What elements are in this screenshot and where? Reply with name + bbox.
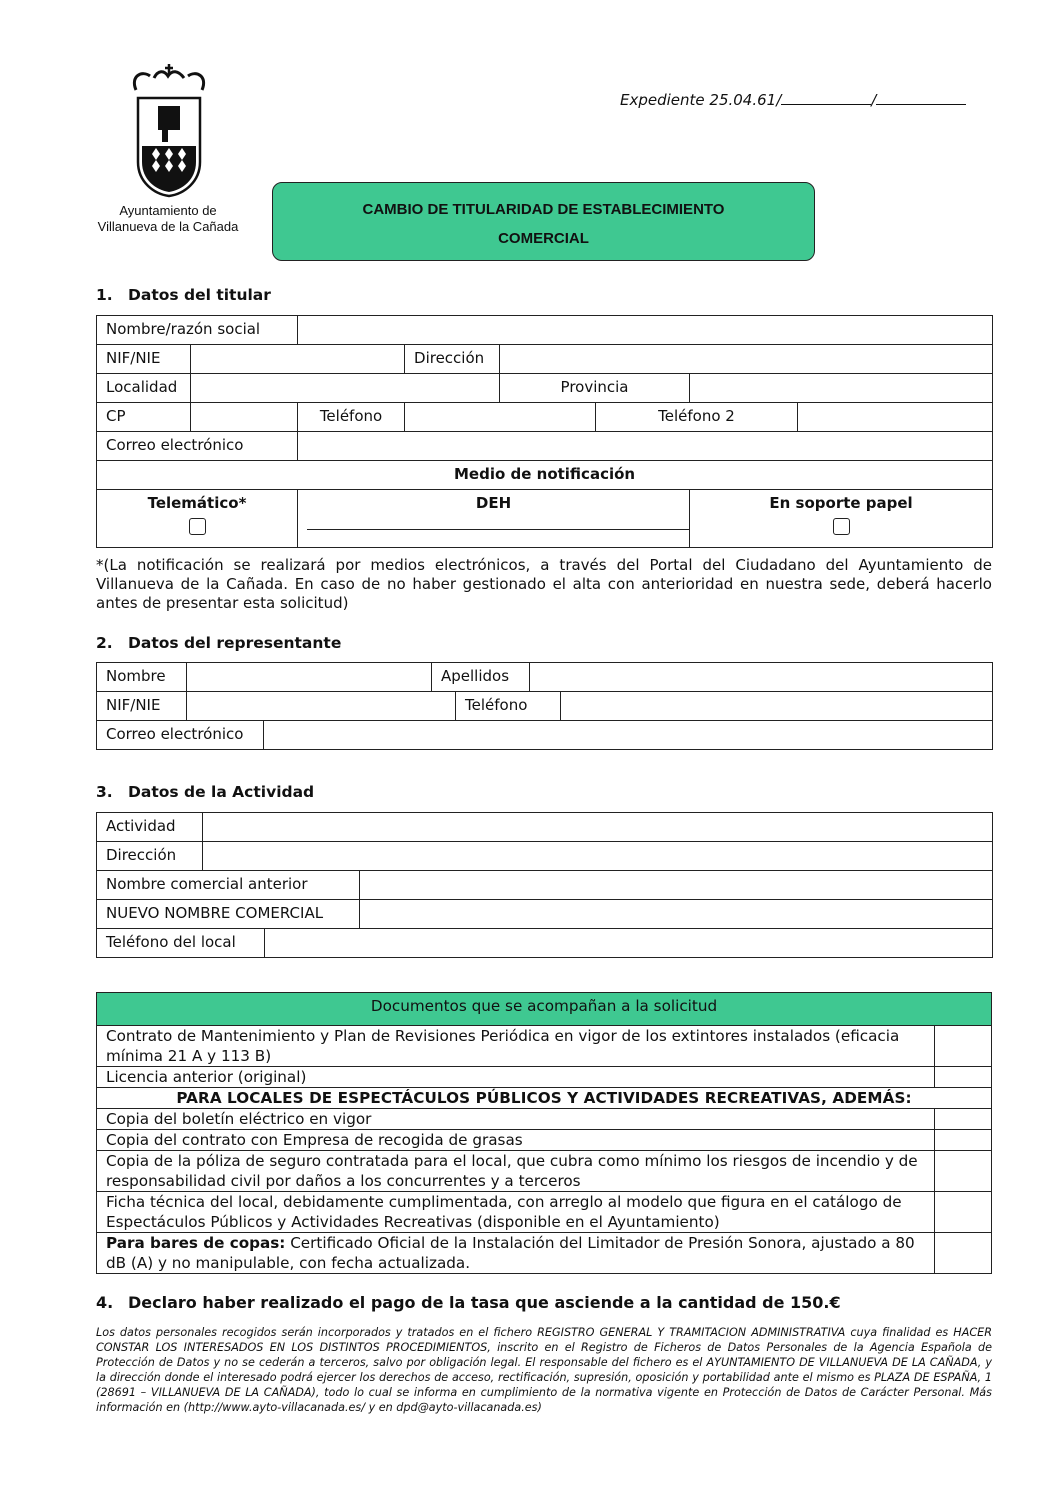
documents-subheader: PARA LOCALES DE ESPECTÁCULOS PÚBLICOS Y ACTIVIDADES RECREATIVAS, ADEMÁS: [97, 1088, 992, 1109]
doc-check-grasas[interactable] [935, 1130, 992, 1151]
option-papel-label: En soporte papel [769, 494, 913, 512]
municipal-crest-logo [128, 62, 210, 202]
section-2-number: 2. [96, 634, 113, 652]
input-act-direccion[interactable] [203, 842, 993, 871]
label-nombre-anterior: Nombre comercial anterior [97, 871, 360, 900]
doc-row-extintores: Contrato de Mantenimiento y Plan de Revisiones Periódica en vigor de los extintores instalados (eficacia mínima 21 A y 113 B) [97, 1026, 935, 1067]
file-number [620, 91, 966, 109]
label-localidad: Localidad [97, 374, 191, 403]
doc-check-poliza[interactable] [935, 1151, 992, 1192]
label-actividad: Actividad [97, 813, 203, 842]
notification-note: *(La notificación se realizará por medios electrónicos, a través del Portal del Ciudadano del Ayuntamiento de Villanueva de la Cañada. En caso de no haber gestionado el alta con anterioridad en nuestra sede, deberá hacerlo antes de presentar esta solicitud) [96, 556, 992, 612]
label-rep-apellidos: Apellidos [432, 663, 530, 692]
representante-table [96, 662, 993, 750]
doc-row-licencia: Licencia anterior (original) [97, 1067, 935, 1088]
option-telematico-label: Telemático* [147, 494, 247, 512]
file-number-field-1[interactable] [781, 92, 871, 105]
label-provincia: Provincia [500, 374, 690, 403]
input-cp[interactable] [191, 403, 298, 432]
documents-table [96, 992, 992, 1274]
input-direccion[interactable] [500, 345, 993, 374]
label-nombre-razon-social: Nombre/razón social [97, 316, 298, 345]
section-1-heading [96, 286, 271, 304]
section-3-number: 3. [96, 783, 113, 801]
doc-row-limitador [97, 1233, 935, 1274]
doc-check-ficha-tecnica[interactable] [935, 1192, 992, 1233]
doc-row-boletin: Copia del boletín eléctrico en vigor [97, 1109, 935, 1130]
doc-row-limitador-bold: Para bares de copas: [106, 1234, 286, 1252]
doc-check-extintores[interactable] [935, 1026, 992, 1067]
input-actividad[interactable] [203, 813, 993, 842]
form-title-line1: CAMBIO DE TITULARIDAD DE ESTABLECIMIENTO [362, 201, 725, 218]
actividad-table [96, 812, 993, 958]
section-1-title: Datos del titular [128, 286, 271, 304]
telematico-checkbox[interactable] [189, 518, 206, 535]
papel-checkbox[interactable] [833, 518, 850, 535]
label-cp: CP [97, 403, 191, 432]
form-title-line2: COMERCIAL [498, 230, 589, 247]
doc-check-licencia[interactable] [935, 1067, 992, 1088]
label-rep-telefono: Teléfono [456, 692, 561, 721]
medio-notificacion-header: Medio de notificación [97, 461, 993, 490]
file-number-label: Expediente 25.04.61/ [620, 91, 782, 109]
section-2-title: Datos del representante [128, 634, 342, 652]
section-4-heading [96, 1293, 841, 1312]
label-rep-nombre: Nombre [97, 663, 187, 692]
data-protection-notice: Los datos personales recogidos serán incorporados y tratados en el fichero REGISTRO GENERAL Y TRAMITACION ADMINISTRATIVA cuya finalidad es HACER CONSTAR LOS INTERESADOS EN LOS DISTINTOS PROCEDIMIENTOS, inscrito en el Registro de Ficheros de Datos Personales de la Agencia Española de Protección de Datos y no se cederán a terceros, salvo por obligación legal. El responsable del fichero es el AYUNTAMIENTO DE VILLANUEVA DE LA CAÑADA, y la dirección donde el interesado podrá ejercer los derechos de acceso, rectificación, supresión, oposición y portabilidad ante el mismo es PLAZA DE ESPAÑA, 1 (28691 – VILLANUEVA DE LA CAÑADA), todo lo cual se informa en cumplimiento de la normativa vigente en Protección de Datos de Carácter Personal. Más información en (http://www.ayto-villacanada.es/ y en dpd@ayto-villacanada.es) [96, 1326, 992, 1414]
file-number-separator: / [871, 91, 877, 109]
label-act-direccion: Dirección [97, 842, 203, 871]
section-3-heading [96, 783, 314, 801]
input-nombre-razon-social[interactable] [298, 316, 993, 345]
section-2-heading [96, 634, 341, 652]
input-nombre-anterior[interactable] [360, 871, 993, 900]
municipality-name [88, 203, 248, 235]
section-3-title: Datos de la Actividad [128, 783, 315, 801]
label-direccion: Dirección [405, 345, 500, 374]
input-provincia[interactable] [690, 374, 993, 403]
municipality-name-line1: Ayuntamiento de [119, 203, 217, 218]
municipality-name-line2: Villanueva de la Cañada [97, 219, 239, 234]
deh-input-line[interactable] [307, 528, 690, 530]
input-rep-nif[interactable] [187, 692, 456, 721]
section-1-number: 1. [96, 286, 113, 304]
input-correo[interactable] [298, 432, 993, 461]
form-title-box [272, 182, 815, 261]
option-deh-label: DEH [475, 494, 512, 512]
input-localidad[interactable] [191, 374, 500, 403]
doc-row-ficha-tecnica: Ficha técnica del local, debidamente cumplimentada, con arreglo al modelo que figura en el catálogo de Espectáculos Públicos y Actividades Recreativas (disponible en el Ayuntamiento) [97, 1192, 935, 1233]
input-rep-apellidos[interactable] [530, 663, 993, 692]
titular-table [96, 315, 993, 548]
doc-check-boletin[interactable] [935, 1109, 992, 1130]
doc-row-poliza: Copia de la póliza de seguro contratada para el local, que cubra como mínimo los riesgos de incendio y de responsabilidad civil por daños a los concurrentes y a terceros [97, 1151, 935, 1192]
label-rep-correo: Correo electrónico [97, 721, 264, 750]
input-rep-telefono[interactable] [561, 692, 993, 721]
option-telematico[interactable] [97, 490, 298, 548]
input-telefono-local[interactable] [265, 929, 993, 958]
section-4-title: Declaro haber realizado el pago de la tasa que asciende a la cantidad de 150.€ [128, 1293, 841, 1312]
doc-check-limitador[interactable] [935, 1233, 992, 1274]
label-telefono: Teléfono [298, 403, 405, 432]
doc-row-grasas: Copia del contrato con Empresa de recogida de grasas [97, 1130, 935, 1151]
input-telefono-2[interactable] [798, 403, 993, 432]
input-rep-nombre[interactable] [187, 663, 432, 692]
label-rep-nif: NIF/NIE [97, 692, 187, 721]
documents-header: Documentos que se acompañan a la solicitud [97, 993, 992, 1026]
label-nuevo-nombre: NUEVO NOMBRE COMERCIAL [97, 900, 360, 929]
input-nif-nie[interactable] [191, 345, 405, 374]
label-telefono-2: Teléfono 2 [596, 403, 798, 432]
option-deh[interactable] [298, 490, 690, 548]
input-nuevo-nombre[interactable] [360, 900, 993, 929]
label-correo: Correo electrónico [97, 432, 298, 461]
label-nif-nie: NIF/NIE [97, 345, 191, 374]
section-4-number: 4. [96, 1293, 114, 1312]
label-telefono-local: Teléfono del local [97, 929, 265, 958]
input-telefono[interactable] [405, 403, 596, 432]
input-rep-correo[interactable] [264, 721, 993, 750]
file-number-field-2[interactable] [876, 92, 966, 105]
option-papel[interactable] [690, 490, 993, 548]
doc-row-limitador-text: Certificado Oficial de la Instalación del Limitador de Presión Sonora, ajustado a 80 dB (A) y no manipulable, con fecha actualizada. [106, 1234, 915, 1272]
